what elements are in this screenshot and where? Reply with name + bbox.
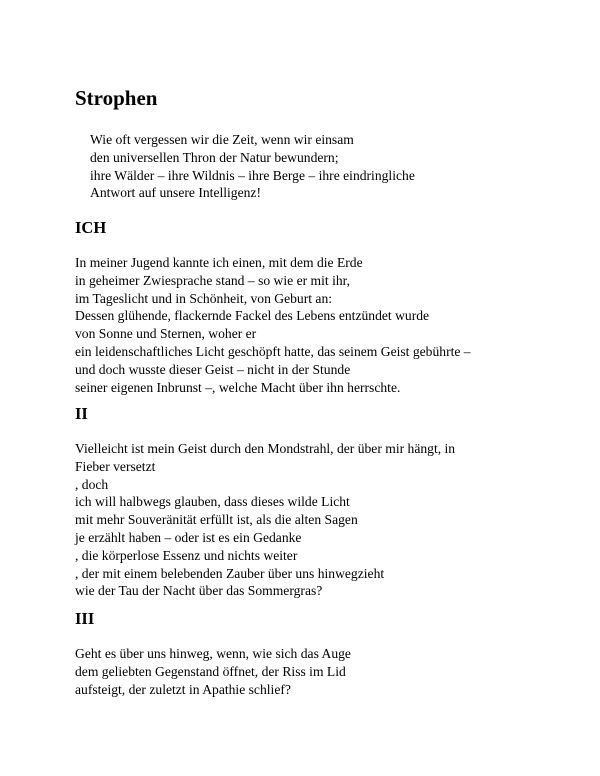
stanza-line: wie der Tau der Nacht über das Sommergras? [75,583,323,599]
stanza-line: , die körperlose Essenz und nichts weiter [75,547,298,563]
stanza-line: dem geliebten Gegenstand öffnet, der Riss im Lid [75,663,346,679]
stanza-line: je erzählt haben – oder ist es ein Gedanke [75,529,302,545]
section-heading-iii: III [75,609,95,628]
intro-line: Antwort auf unsere Intelligenz! [90,185,261,201]
page-title: Strophen [75,86,158,110]
stanza-line: und doch wusste dieser Geist – nicht in der Stunde [75,361,351,377]
stanza-line: in geheimer Zwiesprache stand – so wie er mit ihr, [75,272,351,288]
stanza-line: Vielleicht ist mein Geist durch den Mondstrahl, der über mir hängt, in [75,441,456,456]
stanza-ii [75,440,575,600]
stanza-line: ein leidenschaftliches Licht geschöpft hatte, das seinem Geist gebührte – [75,343,471,359]
stanza-line: , der mit einem belebenden Zauber über uns hinwegzieht [75,565,385,581]
stanza-iii [75,645,575,698]
intro-line: den universellen Thron der Natur bewundern; [90,149,339,165]
intro-stanza [90,131,590,202]
stanza-line: von Sonne und Sternen, woher er [75,326,257,342]
intro-line: ihre Wälder – ihre Wildnis – ihre Berge – ihre eindringliche [90,167,415,183]
stanza-line: mit mehr Souveränität erfüllt ist, als die alten Sagen [75,512,358,528]
stanza-line: Fieber versetzt [75,458,156,474]
section-heading-ii: II [75,404,88,423]
section-heading-ich: ICH [75,218,107,237]
stanza-line: ich will halbwegs glauben, dass dieses wilde Licht [75,494,350,510]
stanza-line: In meiner Jugend kannte ich einen, mit dem die Erde [75,255,363,270]
stanza-line: im Tageslicht und in Schönheit, von Geburt an: [75,290,333,306]
stanza-line: seiner eigenen Inbrunst –, welche Macht über ihn herrschte. [75,379,401,395]
stanza-line: Dessen glühende, flackernde Fackel des Lebens entzündet wurde [75,308,430,324]
intro-line: Wie oft vergessen wir die Zeit, wenn wir einsam [90,132,354,147]
stanza-line: Geht es über uns hinweg, wenn, wie sich das Auge [75,646,351,661]
stanza-line: aufsteigt, der zuletzt in Apathie schlief? [75,681,291,697]
stanza-ich [75,254,575,396]
stanza-line: , doch [75,476,109,492]
